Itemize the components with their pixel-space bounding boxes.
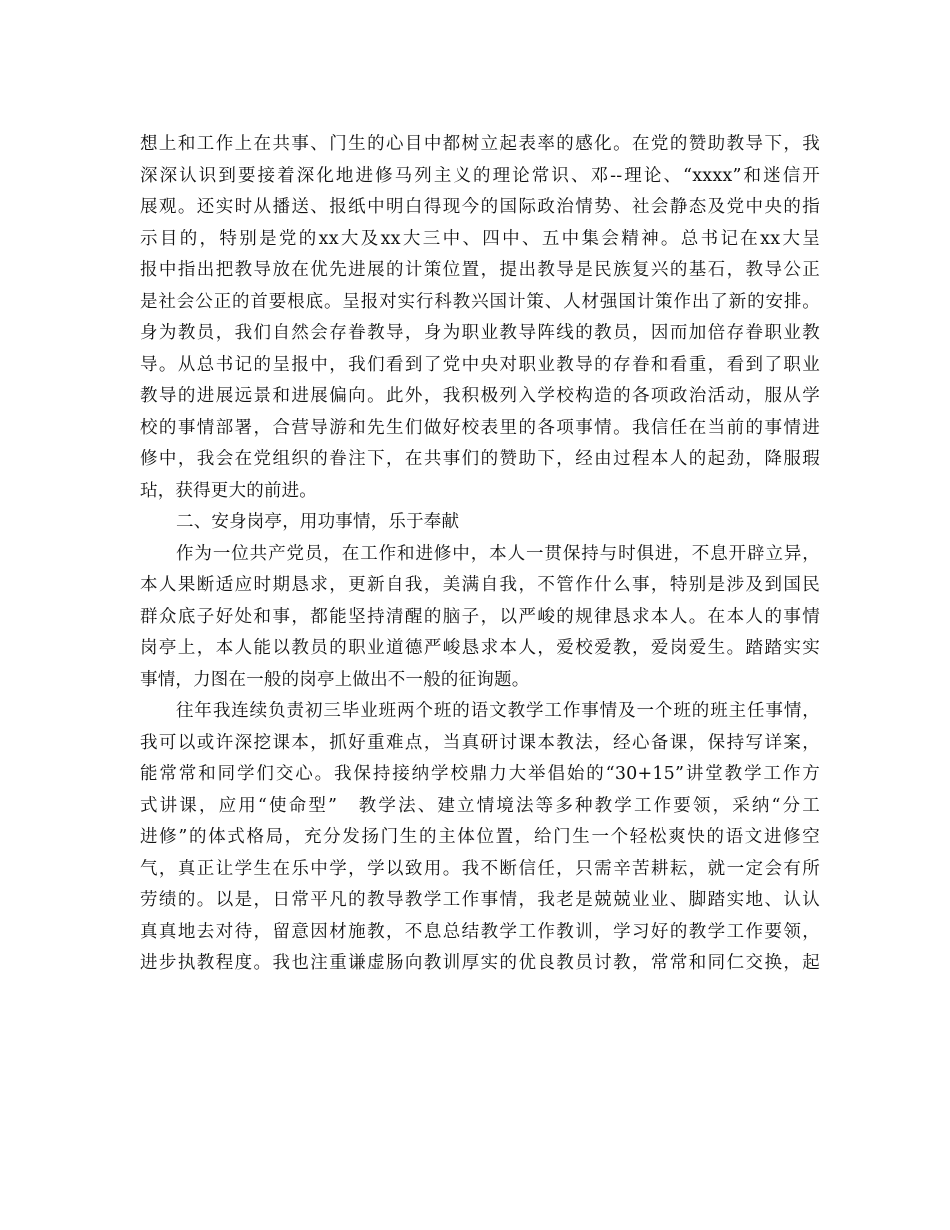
text-line: 想上和工作上在共事、门生的心目中都树立起表率的感化。在党的赞助教导下，我 <box>140 134 820 154</box>
text-line: 本人果断适应时期恳求，更新自我，美满自我，不管作什么事，特别是涉及到国民 <box>140 575 820 595</box>
paragraph-first-line: 作为一位共产党员，在工作和进修中，本人一贯保持与时俱进，不息开辟立异， <box>176 543 820 564</box>
text-line: 导。从总书记的呈报中，我们看到了党中央对职业教导的存眷和看重，看到了职业 <box>140 354 820 375</box>
text-line: 进修”的体式格局，充分发扬门生的主体位置，给门生一个轻松爽快的语文进修空 <box>140 827 820 847</box>
text-line: 报中指出把教导放在优先进展的计策位置，提出教导是民族复兴的基石，教导公正 <box>140 260 820 280</box>
text-line: 身为教员，我们自然会存眷教导，身为职业教导阵线的教员，因而加倍存眷职业教 <box>140 323 820 343</box>
text-line: 能常常和同学们交心。我保持接纳学校鼎力大举倡始的“30+15”讲堂教学工作方 <box>140 764 820 784</box>
text-line: 事情，力图在一般的岗亭上做出不一般的征询题。 <box>140 669 530 690</box>
text-line: 式讲课，应用“使命型” 教学法、建立情境法等多种教学工作要领，采纳“分工 <box>140 795 820 816</box>
paragraph-first-line: 二、安身岗亭，用功事情，乐于奉献 <box>176 512 460 532</box>
text-line: 我可以或许深挖课本，抓好重难点，当真研讨课本教法，经心备课，保持写详案， <box>140 732 820 753</box>
document-body <box>140 129 820 980</box>
text-line: 进步执教程度。我也注重谦虚肠向教训厚实的优良教员讨教，常常和同仁交换，起 <box>140 953 820 973</box>
text-line: 展观。还实时从播送、报纸中明白得现今的国际政治情势、社会静态及党中央的指 <box>140 197 820 217</box>
text-line: 深深认识到要接着深化地进修马列主义的理论常识、邓--理论、“xxxx”和迷信开 <box>140 165 820 186</box>
text-line: 教导的进展远景和进展偏向。此外，我积极列入学校构造的各项政治活动，服从学 <box>140 386 820 406</box>
text-line: 真真地去对待，留意因材施教，不息总结教学工作教训，学习好的教学工作要领， <box>140 921 820 942</box>
text-line: 玷，获得更大的前进。 <box>140 480 317 501</box>
text-line: 劳绩的。以是，日常平凡的教导教学工作事情，我老是兢兢业业、脚踏实地、认认 <box>140 890 820 910</box>
text-line: 修中，我会在党组织的眷注下，在共事们的赞助下，经由过程本人的起劲，降服瑕 <box>140 449 820 469</box>
text-line: 校的事情部署，合营导游和先生们做好校表里的各项事情。我信任在当前的事情进 <box>140 417 820 438</box>
text-line: 气，真正让学生在乐中学，学以致用。我不断信任，只需辛苦耕耘，就一定会有所 <box>140 858 820 879</box>
text-line: 示目的，特别是党的xx大及xx大三中、四中、五中集会精神。总书记在xx大呈 <box>140 228 820 249</box>
text-line: 群众底子好处和事，都能坚持清醒的脑子，以严峻的规律恳求本人。在本人的事情 <box>140 606 820 627</box>
text-line: 是社会公正的首要根底。呈报对实行科教兴国计策、人材强国计策作出了新的安排。 <box>140 291 820 312</box>
paragraph-first-line: 往年我连续负责初三毕业班两个班的语文教学工作事情及一个班的班主任事情， <box>176 701 820 721</box>
text-line: 岗亭上，本人能以教员的职业道德严峻恳求本人，爱校爱教，爱岗爱生。踏踏实实 <box>140 638 820 658</box>
